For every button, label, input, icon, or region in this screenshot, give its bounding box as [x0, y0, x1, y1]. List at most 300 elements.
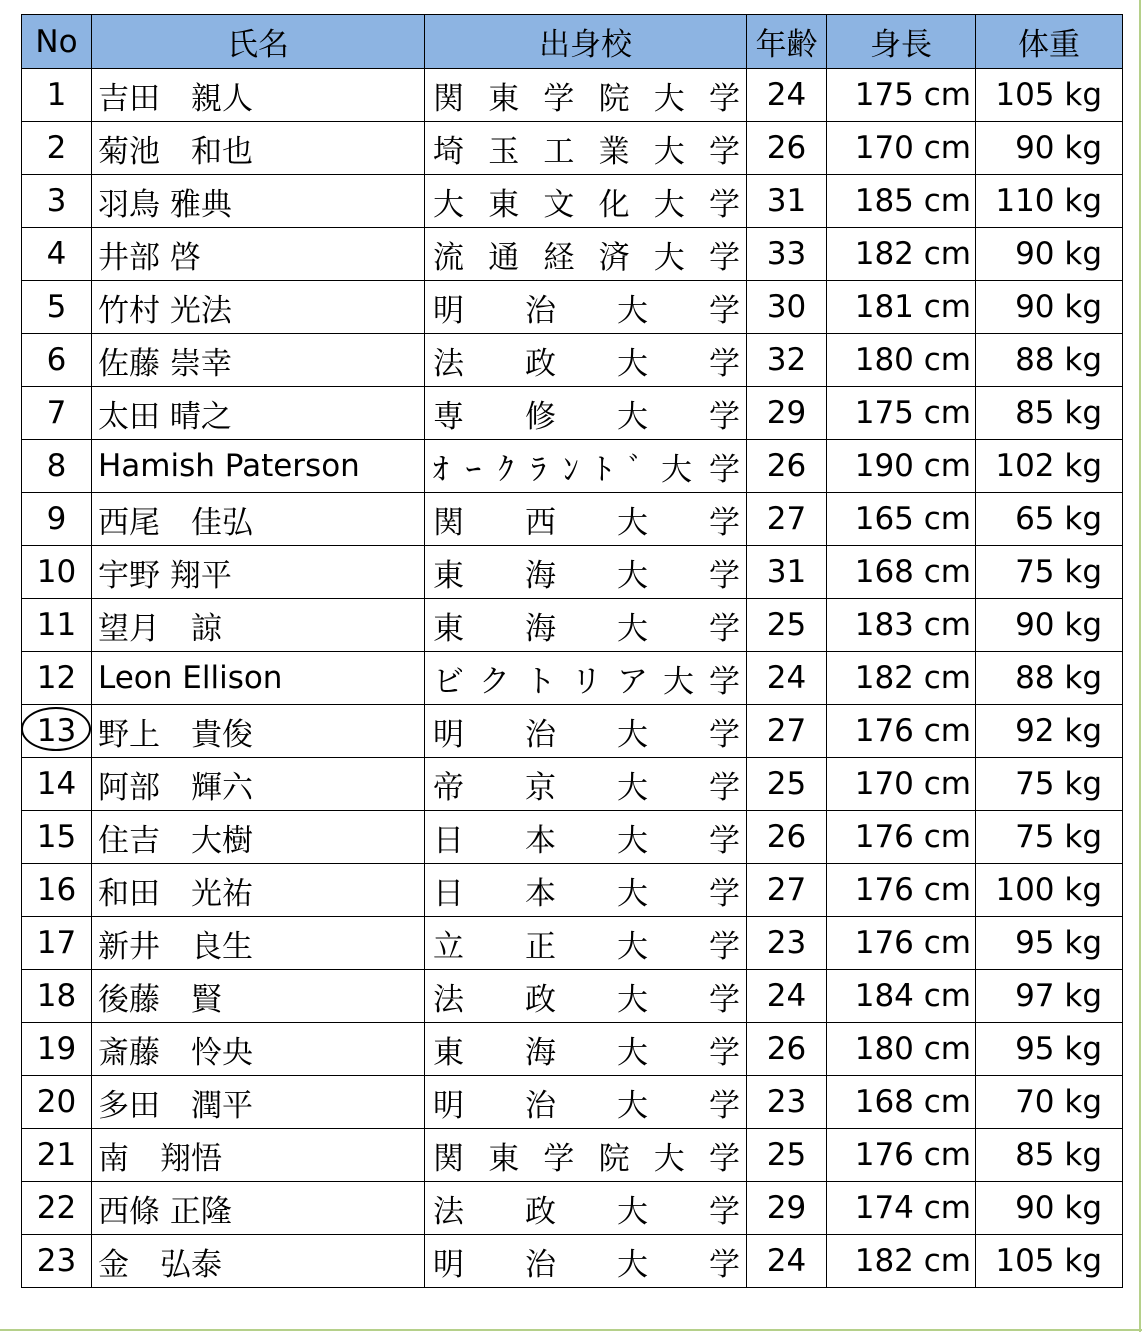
school-char: 学: [708, 80, 740, 117]
school-char: 経: [543, 239, 575, 276]
school-char: 学: [709, 981, 740, 1018]
school-char: 専: [433, 398, 464, 435]
school-char: 大: [660, 451, 692, 488]
cell-no[interactable]: 10: [22, 546, 92, 599]
cell-no[interactable]: 3: [22, 175, 92, 228]
school-char: ビ: [433, 663, 464, 700]
cell-weight[interactable]: 105 kg: [976, 1235, 1123, 1288]
school-char: ｰ: [465, 451, 482, 488]
cell-name[interactable]: 太田 晴之: [92, 387, 425, 440]
table-row: [22, 970, 1123, 1023]
cell-no[interactable]: 11: [22, 599, 92, 652]
cell-name[interactable]: 西尾 佳弘: [92, 493, 425, 546]
school-char: 修: [525, 398, 556, 435]
school-text: [433, 1186, 740, 1231]
school-char: 学: [708, 186, 740, 223]
school-text: [433, 974, 740, 1019]
cell-name[interactable]: 阿部 輝六: [92, 758, 425, 811]
school-text: [433, 762, 740, 807]
school-char: 大: [617, 928, 648, 965]
school-char: 海: [525, 557, 556, 594]
cell-age[interactable]: 29: [747, 1182, 827, 1235]
cell-height[interactable]: 175 cm: [827, 387, 976, 440]
school-char: ﾗ: [530, 451, 547, 488]
cell-name[interactable]: 新井 良生: [92, 917, 425, 970]
table-row: [22, 387, 1123, 440]
school-text: [433, 603, 740, 648]
school-text: [433, 285, 740, 330]
school-char: 大: [663, 663, 694, 700]
cell-height[interactable]: 183 cm: [827, 599, 976, 652]
cell-school[interactable]: [425, 1235, 747, 1288]
cell-height[interactable]: 165 cm: [827, 493, 976, 546]
school-char: 玉: [488, 133, 520, 170]
school-char: 東: [488, 1140, 520, 1177]
school-char: ｸ: [498, 451, 514, 488]
cell-no[interactable]: 14: [22, 758, 92, 811]
table-row: [22, 228, 1123, 281]
table-row: [22, 1023, 1123, 1076]
cell-school[interactable]: [425, 864, 747, 917]
school-char: 東: [433, 557, 464, 594]
cell-height[interactable]: 176 cm: [827, 811, 976, 864]
cell-height[interactable]: 174 cm: [827, 1182, 976, 1235]
school-text: [433, 1133, 740, 1178]
cell-height[interactable]: 170 cm: [827, 758, 976, 811]
school-char: ﾄ: [595, 451, 612, 488]
school-text: [433, 73, 740, 118]
table-row: [22, 652, 1123, 705]
school-char: 大: [617, 769, 648, 806]
school-char: 大: [617, 1034, 648, 1071]
school-text: [433, 1027, 740, 1072]
school-char: 大: [617, 557, 648, 594]
cell-school[interactable]: [425, 334, 747, 387]
table-row: [22, 1235, 1123, 1288]
cell-school[interactable]: [425, 811, 747, 864]
school-char: 海: [525, 1034, 556, 1071]
school-char: 関: [433, 1140, 464, 1177]
cell-name[interactable]: 佐藤 崇幸: [92, 334, 425, 387]
school-char: 治: [525, 716, 556, 753]
school-char: リ: [571, 663, 602, 700]
cell-school[interactable]: [425, 1182, 747, 1235]
school-text: [433, 232, 740, 277]
school-char: 学: [708, 133, 740, 170]
cell-school[interactable]: [425, 652, 747, 705]
table-row: [22, 122, 1123, 175]
header-height[interactable]: 身長: [827, 15, 976, 69]
table-row: [22, 493, 1123, 546]
cell-height[interactable]: 176 cm: [827, 705, 976, 758]
cell-height[interactable]: 176 cm: [827, 1129, 976, 1182]
school-char: ﾞ: [628, 451, 644, 488]
cell-school[interactable]: [425, 970, 747, 1023]
school-char: 明: [433, 1246, 464, 1283]
school-char: 学: [709, 1193, 740, 1230]
school-char: 東: [433, 610, 464, 647]
school-char: 大: [433, 186, 464, 223]
school-char: 法: [433, 1193, 464, 1230]
school-char: 明: [433, 716, 464, 753]
cell-height[interactable]: 170 cm: [827, 122, 976, 175]
school-char: 学: [709, 875, 740, 912]
cell-weight[interactable]: 88 kg: [976, 334, 1123, 387]
cell-school[interactable]: [425, 758, 747, 811]
school-char: 大: [617, 981, 648, 1018]
cell-height[interactable]: 184 cm: [827, 970, 976, 1023]
school-text: [433, 497, 740, 542]
header-weight[interactable]: 体重: [976, 15, 1123, 69]
cell-weight[interactable]: 75 kg: [976, 546, 1123, 599]
cell-weight[interactable]: 88 kg: [976, 652, 1123, 705]
school-text: [433, 921, 740, 966]
school-char: 大: [617, 875, 648, 912]
cell-name[interactable]: 南 翔悟: [92, 1129, 425, 1182]
table-row: [22, 1182, 1123, 1235]
cell-weight[interactable]: 105 kg: [976, 69, 1123, 122]
cell-school[interactable]: [425, 599, 747, 652]
school-char: 学: [709, 610, 740, 647]
cell-height[interactable]: 180 cm: [827, 334, 976, 387]
cell-height[interactable]: 190 cm: [827, 440, 976, 493]
header-school[interactable]: 出身校: [425, 15, 747, 69]
school-text: [433, 179, 740, 224]
school-char: 学: [708, 1140, 740, 1177]
school-char: 京: [525, 769, 556, 806]
cell-name[interactable]: 多田 潤平: [92, 1076, 425, 1129]
cell-age[interactable]: 30: [747, 281, 827, 334]
school-text: [433, 1080, 740, 1125]
cell-name[interactable]: 和田 光祐: [92, 864, 425, 917]
cell-name[interactable]: 住吉 大樹: [92, 811, 425, 864]
cell-no[interactable]: 6: [22, 334, 92, 387]
school-char: 大: [617, 1193, 648, 1230]
cell-age[interactable]: 31: [747, 546, 827, 599]
cell-name[interactable]: 宇野 翔平: [92, 546, 425, 599]
cell-weight[interactable]: 90 kg: [976, 1182, 1123, 1235]
table-row: [22, 1129, 1123, 1182]
school-char: 院: [598, 80, 630, 117]
cell-no[interactable]: [22, 705, 92, 758]
cell-height[interactable]: 176 cm: [827, 864, 976, 917]
player-roster-table: [21, 14, 1123, 1288]
cell-age[interactable]: 27: [747, 864, 827, 917]
cell-name[interactable]: 井部 啓: [92, 228, 425, 281]
school-char: 治: [525, 292, 556, 329]
cell-height[interactable]: 182 cm: [827, 1235, 976, 1288]
cell-school[interactable]: [425, 493, 747, 546]
cell-weight[interactable]: 90 kg: [976, 122, 1123, 175]
school-char: ト: [525, 663, 556, 700]
header-age[interactable]: 年齢: [747, 15, 827, 69]
cell-school[interactable]: [425, 281, 747, 334]
cell-height[interactable]: 168 cm: [827, 1076, 976, 1129]
school-char: 大: [617, 504, 648, 541]
cell-weight[interactable]: 90 kg: [976, 599, 1123, 652]
cell-height[interactable]: 180 cm: [827, 1023, 976, 1076]
cell-height[interactable]: 175 cm: [827, 69, 976, 122]
cell-height[interactable]: 182 cm: [827, 228, 976, 281]
cell-weight[interactable]: 92 kg: [976, 705, 1123, 758]
cell-name[interactable]: 後藤 賢: [92, 970, 425, 1023]
cell-age[interactable]: 23: [747, 1076, 827, 1129]
school-char: 大: [617, 822, 648, 859]
table-row: [22, 334, 1123, 387]
school-char: 通: [488, 239, 520, 276]
table-row: [22, 440, 1123, 493]
school-char: 大: [617, 292, 648, 329]
school-char: 済: [598, 239, 630, 276]
cell-no[interactable]: 4: [22, 228, 92, 281]
school-char: 文: [543, 186, 575, 223]
school-char: 学: [709, 1087, 740, 1124]
cell-no[interactable]: 1: [22, 69, 92, 122]
cell-school[interactable]: [425, 1129, 747, 1182]
cell-no[interactable]: 16: [22, 864, 92, 917]
cell-height[interactable]: 182 cm: [827, 652, 976, 705]
cell-school[interactable]: [425, 1023, 747, 1076]
school-char: 大: [617, 716, 648, 753]
table-row: [22, 1076, 1123, 1129]
cell-name[interactable]: 斎藤 怜央: [92, 1023, 425, 1076]
cell-school[interactable]: [425, 69, 747, 122]
school-char: 本: [525, 822, 556, 859]
cell-no[interactable]: 7: [22, 387, 92, 440]
school-char: 学: [709, 504, 740, 541]
cell-no[interactable]: 17: [22, 917, 92, 970]
cell-age[interactable]: 24: [747, 970, 827, 1023]
school-char: 政: [525, 981, 556, 1018]
school-char: 関: [433, 80, 464, 117]
school-char: 大: [653, 133, 685, 170]
cell-age[interactable]: 27: [747, 493, 827, 546]
school-char: 大: [617, 1087, 648, 1124]
school-char: 政: [525, 345, 556, 382]
cell-age[interactable]: 25: [747, 758, 827, 811]
school-text: [433, 444, 740, 489]
school-char: 海: [525, 610, 556, 647]
school-char: 化: [598, 186, 630, 223]
school-text: [433, 126, 740, 171]
school-char: 本: [525, 875, 556, 912]
school-char: 大: [653, 80, 685, 117]
school-char: 学: [709, 345, 740, 382]
cell-weight[interactable]: 85 kg: [976, 387, 1123, 440]
cell-no[interactable]: 8: [22, 440, 92, 493]
cell-weight[interactable]: 75 kg: [976, 758, 1123, 811]
cell-weight[interactable]: 95 kg: [976, 1023, 1123, 1076]
header-name[interactable]: 氏名: [92, 15, 425, 69]
school-char: 学: [709, 716, 740, 753]
cell-age[interactable]: 24: [747, 652, 827, 705]
school-char: 学: [709, 557, 740, 594]
cell-weight[interactable]: 97 kg: [976, 970, 1123, 1023]
cell-weight[interactable]: 70 kg: [976, 1076, 1123, 1129]
cell-no[interactable]: 12: [22, 652, 92, 705]
cell-height[interactable]: 168 cm: [827, 546, 976, 599]
cell-weight[interactable]: 95 kg: [976, 917, 1123, 970]
cell-school[interactable]: [425, 440, 747, 493]
table-row: [22, 705, 1123, 758]
school-char: 業: [598, 133, 630, 170]
cell-weight[interactable]: 85 kg: [976, 1129, 1123, 1182]
school-char: 学: [709, 398, 740, 435]
cell-name[interactable]: 羽鳥 雅典: [92, 175, 425, 228]
cell-name[interactable]: 吉田 親人: [92, 69, 425, 122]
cell-height[interactable]: 185 cm: [827, 175, 976, 228]
cell-no[interactable]: 23: [22, 1235, 92, 1288]
cell-age[interactable]: 31: [747, 175, 827, 228]
school-char: 治: [525, 1087, 556, 1124]
school-text: [433, 868, 740, 913]
cell-name[interactable]: Hamish Paterson: [92, 440, 425, 493]
circle-annotation-shape[interactable]: [22, 707, 91, 751]
cell-school[interactable]: [425, 1076, 747, 1129]
cell-age[interactable]: 26: [747, 440, 827, 493]
cell-weight[interactable]: 100 kg: [976, 864, 1123, 917]
school-char: ク: [479, 663, 510, 700]
school-char: 学: [709, 928, 740, 965]
school-text: [433, 709, 740, 754]
cell-no[interactable]: 15: [22, 811, 92, 864]
cell-age[interactable]: 25: [747, 1129, 827, 1182]
cell-school[interactable]: [425, 122, 747, 175]
cell-school[interactable]: [425, 917, 747, 970]
cell-school[interactable]: [425, 705, 747, 758]
table-row: [22, 917, 1123, 970]
school-char: 大: [617, 398, 648, 435]
cell-age[interactable]: 24: [747, 69, 827, 122]
cell-no[interactable]: 2: [22, 122, 92, 175]
school-char: 学: [709, 663, 740, 700]
cell-school[interactable]: [425, 228, 747, 281]
cell-school[interactable]: [425, 175, 747, 228]
page-break-line-bottom: [0, 1329, 1142, 1331]
cell-height[interactable]: 181 cm: [827, 281, 976, 334]
school-char: 明: [433, 292, 464, 329]
cell-age[interactable]: 26: [747, 122, 827, 175]
table-row: [22, 175, 1123, 228]
school-char: 学: [709, 451, 740, 488]
cell-name[interactable]: 竹村 光法: [92, 281, 425, 334]
school-char: 法: [433, 345, 464, 382]
table-row: [22, 599, 1123, 652]
cell-age[interactable]: 32: [747, 334, 827, 387]
school-char: 日: [433, 875, 464, 912]
school-char: 立: [433, 928, 464, 965]
page-break-line-right: [1139, 0, 1141, 1332]
cell-no[interactable]: 9: [22, 493, 92, 546]
cell-height[interactable]: 176 cm: [827, 917, 976, 970]
school-char: 大: [617, 345, 648, 382]
cell-age[interactable]: 27: [747, 705, 827, 758]
cell-name[interactable]: 望月 諒: [92, 599, 425, 652]
table-row: [22, 811, 1123, 864]
school-char: 流: [433, 239, 464, 276]
school-char: 帝: [433, 769, 464, 806]
cell-weight[interactable]: 75 kg: [976, 811, 1123, 864]
cell-weight[interactable]: 110 kg: [976, 175, 1123, 228]
cell-no[interactable]: 18: [22, 970, 92, 1023]
cell-school[interactable]: [425, 387, 747, 440]
cell-name[interactable]: 金 弘泰: [92, 1235, 425, 1288]
school-char: 東: [488, 80, 520, 117]
school-char: 東: [488, 186, 520, 223]
school-char: 院: [598, 1140, 630, 1177]
cell-age[interactable]: 26: [747, 811, 827, 864]
school-char: ﾝ: [563, 451, 579, 488]
cell-weight[interactable]: 65 kg: [976, 493, 1123, 546]
cell-no-text: 13: [36, 713, 77, 749]
school-char: 東: [433, 1034, 464, 1071]
cell-no[interactable]: 5: [22, 281, 92, 334]
school-char: 関: [433, 504, 464, 541]
school-text: [433, 656, 740, 701]
cell-no[interactable]: 19: [22, 1023, 92, 1076]
cell-no[interactable]: 20: [22, 1076, 92, 1129]
school-char: 学: [709, 1034, 740, 1071]
school-text: [433, 391, 740, 436]
school-char: 明: [433, 1087, 464, 1124]
cell-age[interactable]: 29: [747, 387, 827, 440]
table-row: [22, 281, 1123, 334]
cell-weight[interactable]: 102 kg: [976, 440, 1123, 493]
school-char: 学: [709, 822, 740, 859]
school-text: [433, 338, 740, 383]
school-char: 学: [709, 769, 740, 806]
cell-no[interactable]: 22: [22, 1182, 92, 1235]
school-char: ｵ: [433, 451, 449, 488]
table-row: [22, 864, 1123, 917]
school-char: 学: [543, 1140, 575, 1177]
cell-weight[interactable]: 90 kg: [976, 228, 1123, 281]
school-char: 大: [653, 1140, 685, 1177]
cell-age[interactable]: 26: [747, 1023, 827, 1076]
school-char: 政: [525, 1193, 556, 1230]
school-text: [433, 1239, 740, 1284]
school-char: 正: [525, 928, 556, 965]
table-row: [22, 758, 1123, 811]
table-row: [22, 69, 1123, 122]
school-text: [433, 815, 740, 860]
cell-age[interactable]: 33: [747, 228, 827, 281]
cell-age[interactable]: 23: [747, 917, 827, 970]
header-no[interactable]: No: [22, 15, 92, 69]
cell-name[interactable]: Leon Ellison: [92, 652, 425, 705]
school-char: 埼: [433, 133, 464, 170]
header-row: [22, 15, 1123, 69]
cell-age[interactable]: 24: [747, 1235, 827, 1288]
school-char: 学: [708, 239, 740, 276]
school-char: 西: [525, 504, 556, 541]
circled-number: [37, 713, 76, 749]
school-char: 大: [653, 239, 685, 276]
cell-no[interactable]: 21: [22, 1129, 92, 1182]
cell-name[interactable]: 野上 貴俊: [92, 705, 425, 758]
school-char: 大: [617, 610, 648, 647]
cell-school[interactable]: [425, 546, 747, 599]
school-char: 日: [433, 822, 464, 859]
school-char: 学: [543, 80, 575, 117]
school-char: ア: [617, 663, 648, 700]
school-text: [433, 550, 740, 595]
cell-weight[interactable]: 90 kg: [976, 281, 1123, 334]
school-char: 治: [525, 1246, 556, 1283]
cell-age[interactable]: 25: [747, 599, 827, 652]
cell-name[interactable]: 西條 正隆: [92, 1182, 425, 1235]
cell-name[interactable]: 菊池 和也: [92, 122, 425, 175]
